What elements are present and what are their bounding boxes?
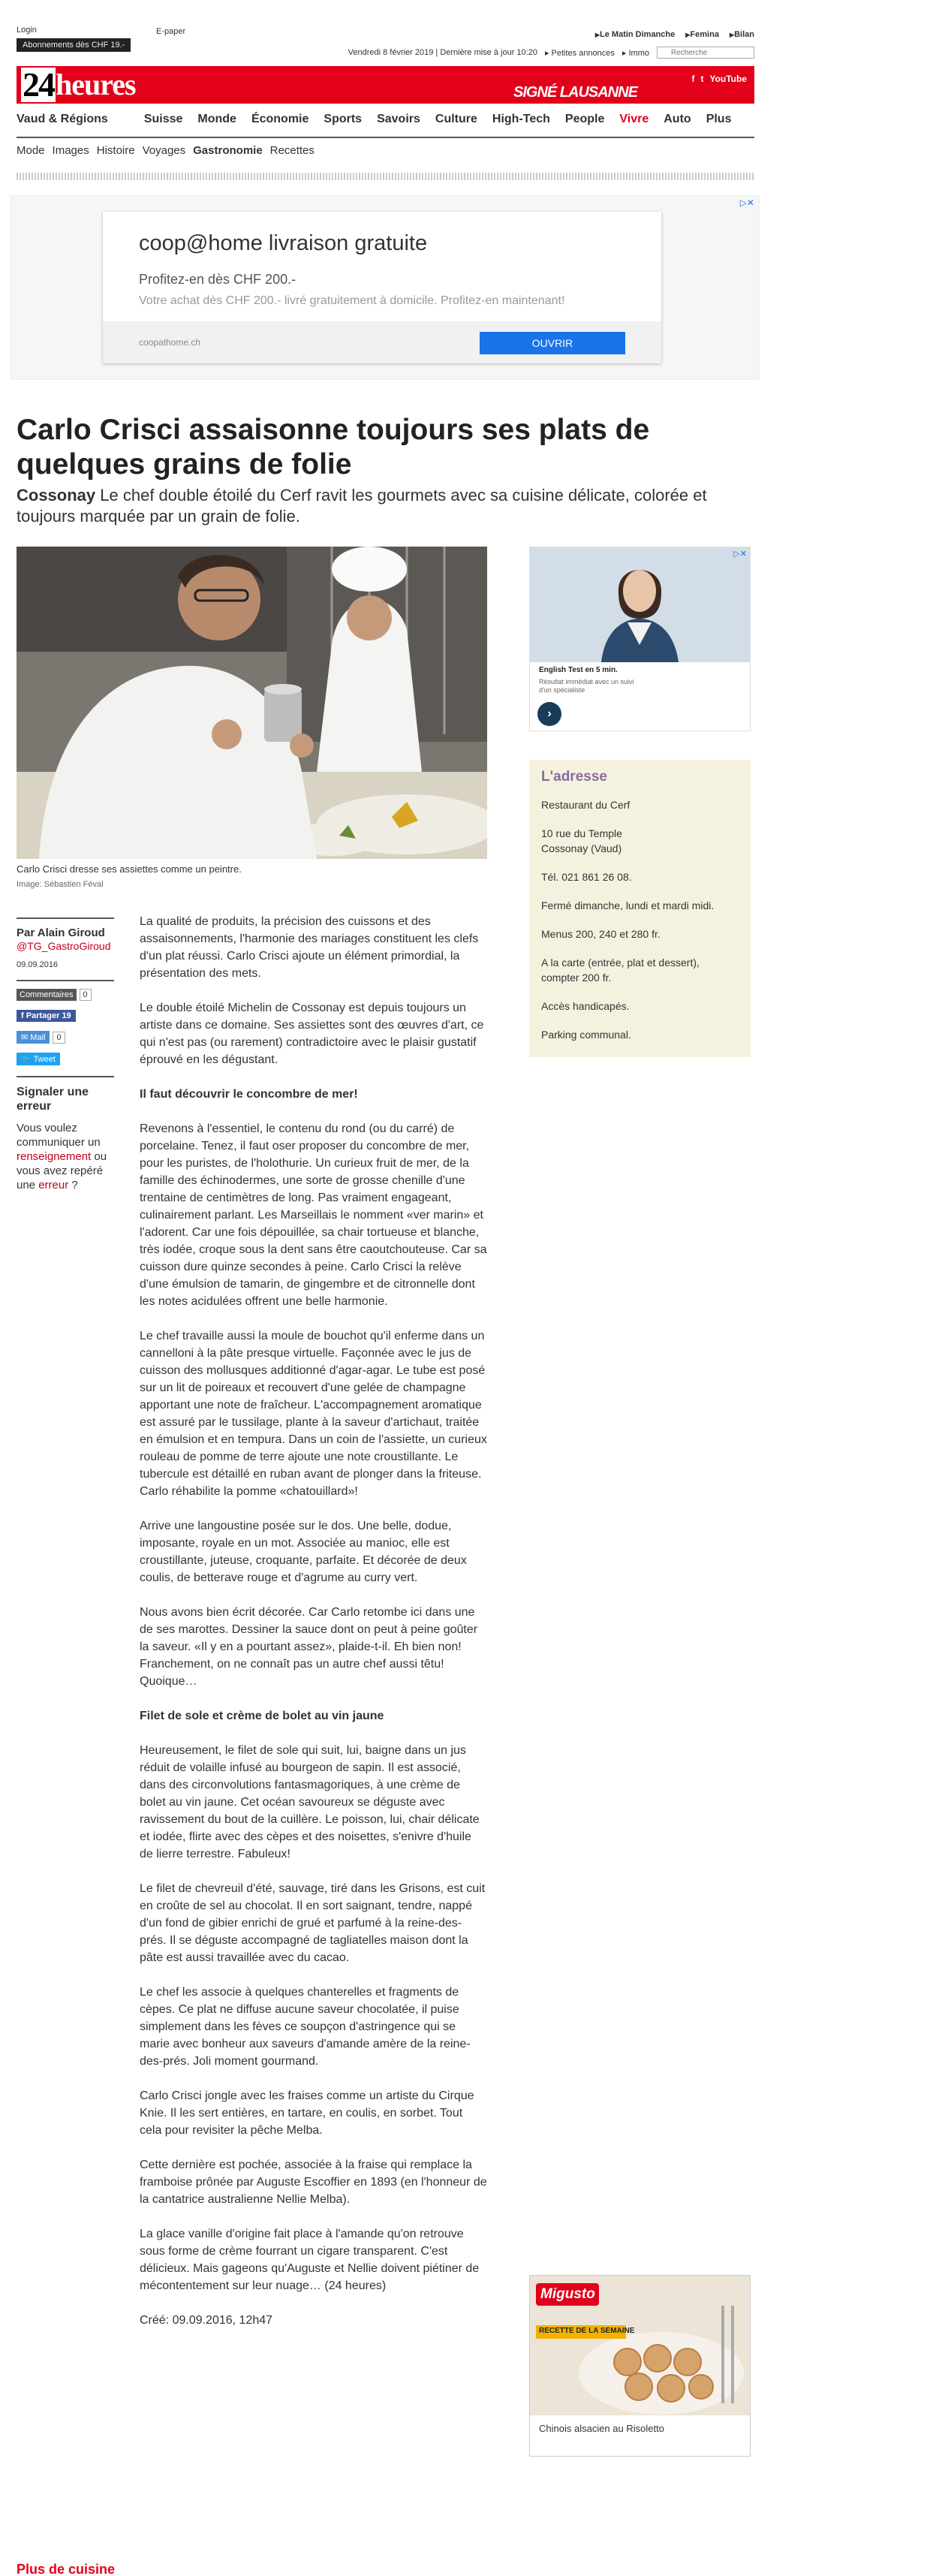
nav-item-culture[interactable]: Culture: [435, 113, 477, 125]
comments-row: [17, 989, 122, 1001]
woman-photo-illustration: [530, 547, 750, 662]
paragraph: La glace vanille d'origine fait place à l'amande qu'on retrouve sous forme de crème fourrant un cigare transparent. C'est délicieux. Mais gageons qu'Auguste et Nellie doivent piétiner de mécontentement sur leur nuage… (24 heures): [140, 2228, 480, 2292]
subnav-item-voyages[interactable]: Voyages: [142, 144, 186, 157]
tweet-button[interactable]: 🐦 Tweet: [17, 1053, 60, 1065]
signal-divider: [17, 1076, 114, 1077]
renseignement-link[interactable]: renseignement: [17, 1150, 92, 1163]
lead-place: Cossonay: [17, 486, 96, 505]
nav-item-suisse[interactable]: Suisse: [143, 113, 183, 125]
signal-error-text: [17, 1121, 122, 1192]
site-header: [17, 66, 754, 104]
twitter-icon[interactable]: t: [700, 74, 704, 84]
nav-item-monde[interactable]: Monde: [197, 113, 236, 125]
subscription-button[interactable]: Abonnements dès CHF 19.-: [17, 38, 131, 52]
ad-open-button[interactable]: OUVRIR: [480, 332, 625, 354]
banner-ad: [11, 195, 760, 380]
nav-item-vivre[interactable]: Vivre: [619, 113, 649, 125]
top-bar: [17, 26, 754, 56]
logo-number: 24: [23, 65, 54, 104]
ad-title[interactable]: coop@home livraison gratuite: [139, 231, 428, 255]
recipe-brand: Migusto: [540, 2286, 595, 2302]
facebook-row: [17, 1010, 122, 1022]
immo-label[interactable]: Immo: [628, 48, 649, 58]
petites-annonces-link[interactable]: ▸ Petites annonces: [544, 48, 615, 58]
side-ad-title: English Test en 5 min.: [539, 666, 618, 674]
mail-label: Mail: [30, 1033, 46, 1042]
nav-item-plus[interactable]: Plus: [706, 113, 732, 125]
paragraph: Arrive une langoustine posée sur le dos. Une belle, dodue, imposante, royale en un mot. Associée au manioc, elle est croustillante, juteuse, croquante, parfaite. Et décorée de deux coulis, de betterave rouge et d'agrume au curry vert.: [140, 1520, 467, 1584]
petites-annonces-label[interactable]: Petites annonces: [551, 48, 615, 58]
nav-item-sports[interactable]: Sports: [324, 113, 363, 125]
side-ad-photo: [530, 547, 750, 662]
paragraph: Revenons à l'essentiel, le contenu du rond (ou du carré) de porcelaine. Tenez, il faut oser proposer du concombre de mer, pour les puristes, de l'holothurie. Un curieux fruit de mer, de la famille des échinodermes, une sorte de grosse chenille d'une trentaine de centimètres de long. Pas vraiment engageant, culinairement parlant. Les Marseillais le nomment «ver marin» et l'adorent. Car une fois dépouillée, sa chair tortueuse et blanche, très iodée, croque sous la dent sans être caoutchouteuse. Car sa cuisson dure quinze secondes à peine. Carlo Crisci la relève d'une émulsion de tamarin, de gingembre et de citronnelle dont les notes acidulées offrent une belle harmonie.: [140, 1122, 487, 1308]
ad-footer: [103, 321, 661, 363]
partner-link-matin[interactable]: ▶ Le Matin Dimanche: [595, 30, 675, 39]
facebook-share-count: 19: [62, 1011, 71, 1020]
nav-divider: [17, 137, 754, 138]
social-links: [691, 74, 747, 84]
comments-button[interactable]: Commentaires: [17, 989, 77, 1001]
signal-pre: Vous voulez communiquer un: [17, 1122, 101, 1149]
signal-error-title: Signaler une erreur: [17, 1086, 89, 1113]
nav-item-auto[interactable]: Auto: [664, 113, 691, 125]
nav-item-hightech[interactable]: High-Tech: [492, 113, 550, 125]
mail-count: 0: [53, 1032, 65, 1044]
signal-end: ?: [68, 1179, 78, 1192]
paragraph: Carlo Crisci jongle avec les fraises comme un artiste du Cirque Knie. Il les sert entières, en tartare, en coulis, en sorbet. Tout cela pour revisiter la pêche Melba.: [140, 2089, 474, 2137]
facebook-icon[interactable]: f: [691, 74, 695, 84]
ad-url: coopathome.ch: [139, 337, 201, 348]
address-heading: L'adresse: [541, 769, 607, 785]
immo-link[interactable]: ▸ Immo: [621, 48, 649, 58]
tweet-row: [17, 1053, 122, 1065]
author-name[interactable]: Par Alain Giroud: [17, 926, 105, 939]
paragraph: Cette dernière est pochée, associée à la fraise qui remplace la framboise prônée par Auguste Escoffier en 1893 (en l'honneur de la cantatrice australienne Nellie Melba).: [140, 2159, 487, 2206]
author-handle[interactable]: @TG_GastroGiroud: [17, 940, 111, 952]
recipe-teaser[interactable]: [529, 2275, 751, 2457]
paragraph: Nous avons bien écrit décorée. Car Carlo retombe ici dans une de ses marottes. Dessiner la sauce dont on peut à peine goûter la saveur. «Il y en a pourtant assez», plaide-t-il. Eh bien non! Franchement, on ne connaît pas un autre chef aussi têtu! Quoique…: [140, 1606, 478, 1688]
article-photo[interactable]: [17, 547, 487, 859]
address-line: Tél. 021 861 26 08.: [541, 871, 632, 883]
address-line: Accès handicapés.: [541, 1000, 630, 1012]
chef-photo-illustration: [17, 547, 487, 859]
side-ad[interactable]: [529, 547, 751, 731]
subheading: Filet de sole et crème de bolet au vin jaune: [140, 1710, 384, 1722]
erreur-link[interactable]: erreur: [38, 1179, 69, 1192]
nav-item-savoirs[interactable]: Savoirs: [377, 113, 420, 125]
facebook-share-button[interactable]: f Partager 19: [17, 1010, 76, 1022]
recipe-image: [530, 2276, 750, 2415]
address-line: A la carte (entrée, plat et dessert), compter 200 fr.: [541, 957, 700, 984]
nav-item-economie[interactable]: Économie: [251, 113, 309, 125]
ad-card[interactable]: [103, 212, 661, 363]
publish-date: 09.09.2016: [17, 960, 59, 969]
ad-description: Votre achat dès CHF 200.- livré gratuitement à domicile. Profitez-en maintenant!: [139, 294, 565, 307]
adchoices-icon[interactable]: ▷✕: [733, 550, 747, 559]
dotted-divider: [17, 173, 754, 180]
subheading: Il faut découvrir le concombre de mer!: [140, 1088, 358, 1101]
partner-link-femina[interactable]: ▶ Femina: [685, 30, 719, 39]
photo-caption: Carlo Crisci dresse ses assiettes comme un peintre.: [17, 863, 242, 875]
lead-text: Le chef double étoilé du Cerf ravit les gourmets avec sa cuisine délicate, colorée et toujours marquée par un grain de folie.: [17, 486, 707, 526]
address-line: Fermé dimanche, lundi et mardi midi.: [541, 899, 715, 911]
subnav-item-gastronomie[interactable]: Gastronomie: [193, 144, 263, 157]
article-title: Carlo Crisci assaisonne toujours ses plats de quelques grains de folie: [17, 414, 650, 481]
partner-links: [595, 30, 754, 39]
article-lead: [17, 485, 754, 527]
ad-subtitle: Profitez-en dès CHF 200.-: [139, 272, 296, 287]
facebook-share-label: Partager: [26, 1011, 60, 1020]
subnav-item-histoire[interactable]: Histoire: [96, 144, 135, 157]
created-date: Créé: 09.09.2016, 12h47: [140, 2314, 273, 2327]
article-body: [140, 913, 487, 2346]
paragraph: Le double étoilé Michelin de Cossonay est depuis toujours un artiste dans ce domaine. Ses assiettes sont des œuvres d'art, ce qui n'est pas (ou rarement) contradictoire avec le plaisir gustatif éprouvé en les dégustant.: [140, 1002, 484, 1066]
paragraph: Le chef les associe à quelques chanterelles et fragments de cèpes. Ce plat ne diffuse aucune saveur chocolatée, il puise simplement dans les fèves ce soupçon d'astringence qui se marie avec bonheur aux saveurs d'amande amère de la reine-des-prés. Joli moment gourmand.: [140, 1986, 471, 2068]
more-cuisine-heading[interactable]: Plus de cuisine: [17, 2562, 116, 2576]
datestamp: Vendredi 8 février 2019 | Dernière mise à jour 10:20: [348, 48, 537, 57]
author-column: [17, 917, 122, 1192]
date-bar: [348, 47, 754, 59]
nav-item-vaud[interactable]: Vaud & Régions: [17, 113, 108, 125]
paragraph: Le filet de chevreuil d'été, sauvage, tiré dans les Grisons, est cuit en croûte de sel au chocolat. Il en sort saignant, tendre, nappé d'un fond de gibier enrichi de grué et parfumé à la reine-des-prés. Il se déguste accompagné de tagliatelles maison dont la pâte est aussi travaillée avec du cacao.: [140, 1882, 486, 1964]
paragraph: Heureusement, le filet de sole qui suit, lui, baigne dans un jus réduit de volaille infusé au bourgeon de sapin. Il est associé, dans des circonvolutions fantasmagoriques, à une crème de bolet au vin jaune. Cet océan savoureux se déguste avec ravissement du bout de la cuillère. Le poisson, lui, chair délicate et iodée, flirte avec des cèpes et des noisettes, s'enivre d'huile de lierre terrestre. Fabuleux!: [140, 1744, 480, 1860]
side-ad-text: Résultat immédiat avec un suivi d'un spécialiste: [539, 678, 634, 694]
mail-button[interactable]: ✉ Mail: [17, 1031, 50, 1044]
mail-row: [17, 1031, 122, 1044]
paragraph: Le chef travaille aussi la moule de bouchot qu'il enferme dans un cannelloni à la pâte presque virtuelle. Façonnée avec le jus de cuisson des mollusques additionné d'agar-agar. Le tube est posé sur un lit de poireaux et recouvert d'une gelée de champagne apportant une note de fraîcheur. L'accompagnement aromatique est assuré par le tussilage, plante à la saveur d'artichaut, traitée en émulsion et en tempura. Dans un coin de l'assiette, un curieux rouleau de pomme de terre ajoute une note croustillante. Le tubercule est détaillé en ruban avant de plonger dans la friteuse. Carlo réhabilite la pomme «chatouillard»!: [140, 1330, 487, 1498]
partner-link-bilan[interactable]: ▶ Bilan: [730, 30, 754, 39]
author-divider: [17, 980, 114, 981]
search-input[interactable]: [657, 47, 754, 59]
site-logo[interactable]: [21, 65, 136, 104]
address-line: Restaurant du Cerf: [541, 799, 631, 811]
subnav-item-recettes[interactable]: Recettes: [269, 144, 315, 157]
address-line: 10 rue du Temple Cossonay (Vaud): [541, 827, 622, 854]
adchoices-icon[interactable]: ▷✕: [739, 197, 754, 208]
photo-credit: Image: Sébastien Féval: [17, 880, 104, 889]
header-tagline: SIGNÉ LAUSANNE: [513, 84, 637, 101]
youtube-icon[interactable]: YouTube: [709, 74, 747, 84]
search-box: [657, 47, 754, 59]
recipe-badge: RECETTE DE LA SEMAINE: [539, 2327, 635, 2335]
paragraph: La qualité de produits, la précision des cuissons et des assaisonnements, l'harmonie des mariages constituent les clefs d'un plat réussi. Carlo Crisci ajoute un élément primordial, la présentation des mets.: [140, 915, 479, 980]
chevron-right-icon[interactable]: ›: [537, 702, 561, 726]
subnav-item-mode[interactable]: Mode: [17, 144, 45, 157]
signal-mid: ou vous avez repéré une: [17, 1150, 107, 1192]
login-link[interactable]: Login: [17, 26, 37, 35]
epaper-link[interactable]: E-paper: [156, 27, 186, 36]
tweet-label: Tweet: [33, 1055, 56, 1064]
logo-word: heures: [56, 68, 136, 101]
address-box: [529, 760, 751, 1057]
nav-item-people[interactable]: People: [564, 113, 605, 125]
address-line: Parking communal.: [541, 1029, 631, 1041]
address-line: Menus 200, 240 et 280 fr.: [541, 928, 661, 940]
subnav-item-images[interactable]: Images: [52, 144, 89, 157]
sub-nav: [17, 144, 322, 157]
recipe-label[interactable]: Chinois alsacien au Risoletto: [539, 2423, 664, 2434]
author-divider-top: [17, 917, 114, 919]
main-nav: [17, 113, 754, 126]
comments-count: 0: [80, 989, 92, 1001]
